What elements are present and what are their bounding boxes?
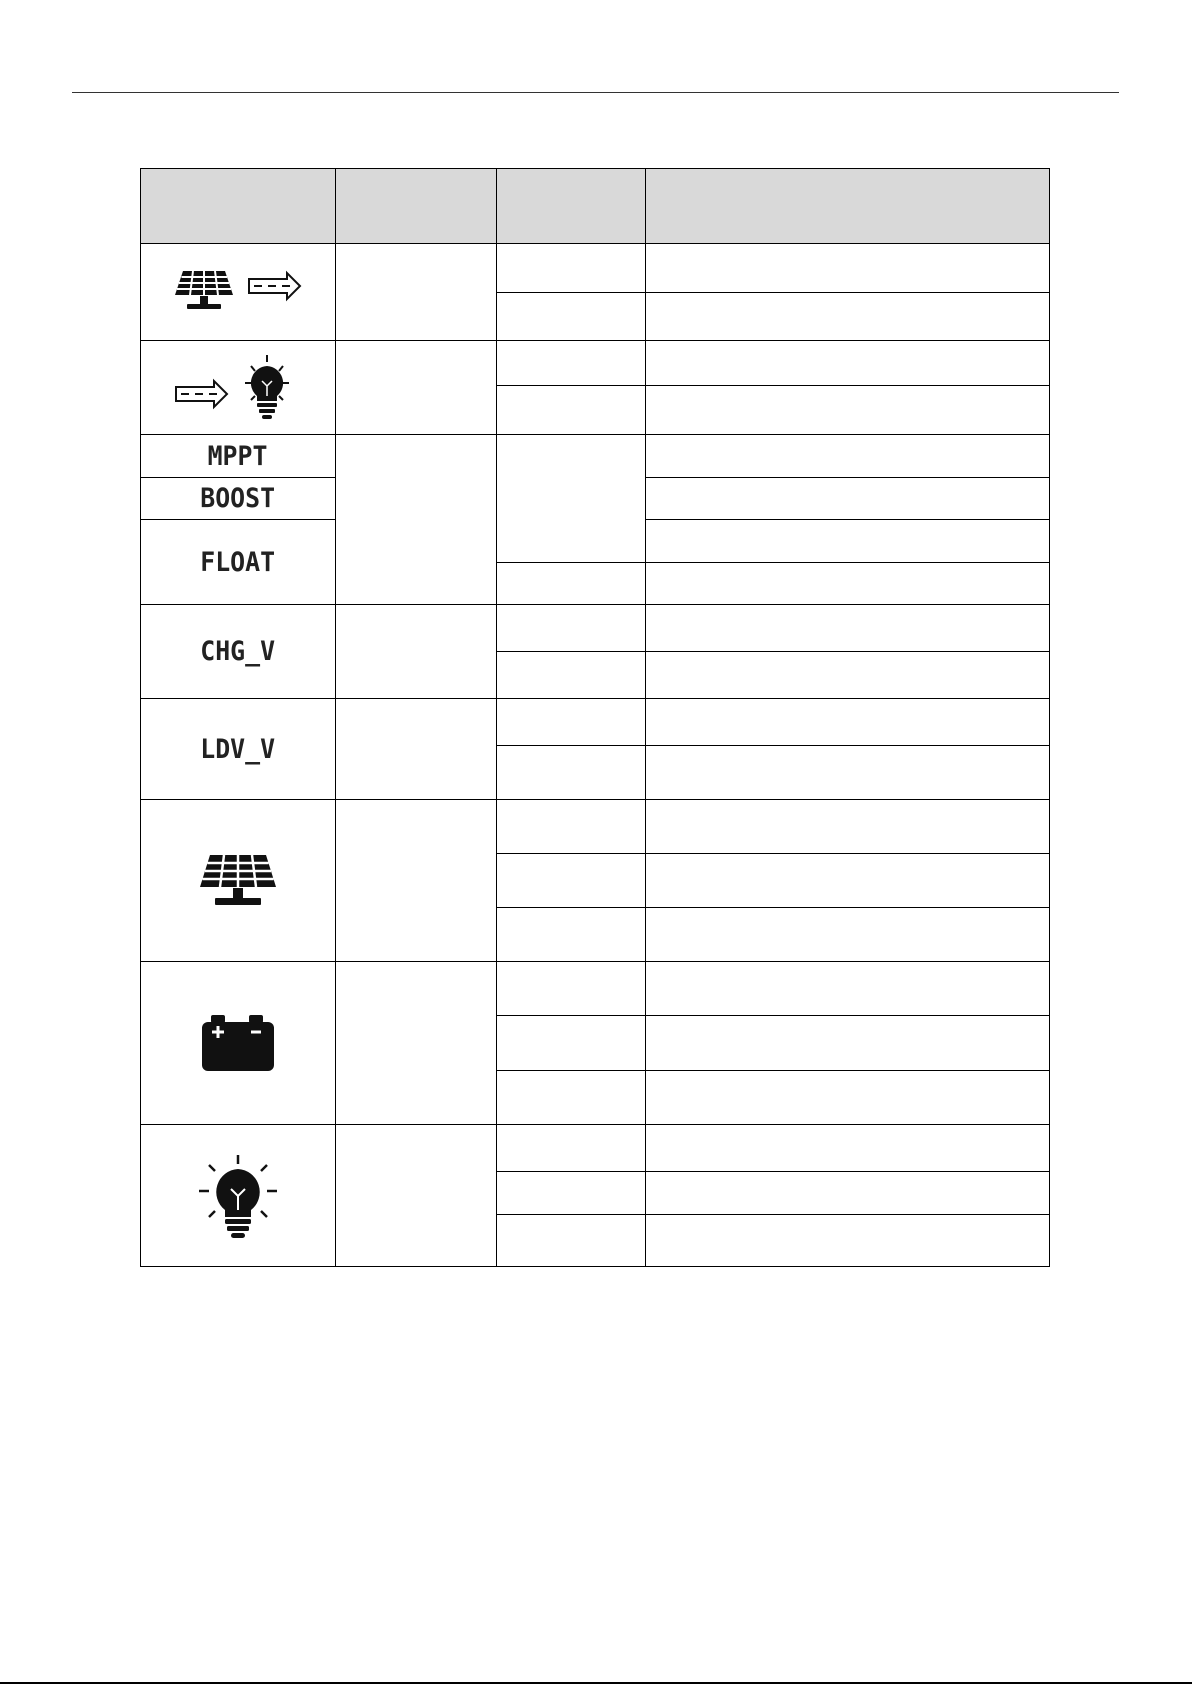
table-cell xyxy=(336,699,497,800)
load-indicator-cell xyxy=(140,1125,336,1267)
table-cell xyxy=(497,293,646,341)
table-cell xyxy=(497,386,646,435)
table-cell xyxy=(336,962,497,1125)
table-cell xyxy=(646,435,1050,478)
table-cell xyxy=(646,962,1050,1016)
table-cell xyxy=(336,341,497,435)
table-cell xyxy=(497,800,646,854)
battery-indicator-cell xyxy=(140,962,336,1125)
page-bottom-rule xyxy=(0,1682,1192,1684)
table-cell xyxy=(646,341,1050,386)
table-cell xyxy=(336,435,497,605)
table-cell xyxy=(646,854,1050,908)
chg-v-label: CHG_V xyxy=(200,636,275,667)
table-cell xyxy=(497,1172,646,1215)
table-cell xyxy=(646,1071,1050,1125)
mppt-label-cell xyxy=(140,435,336,478)
table-cell xyxy=(646,800,1050,854)
table-cell xyxy=(646,908,1050,962)
boost-label-cell xyxy=(140,478,336,520)
table-cell xyxy=(646,1172,1050,1215)
table-header-cell-2 xyxy=(336,168,497,244)
table-cell xyxy=(497,854,646,908)
table-cell xyxy=(336,244,497,341)
ldv-v-label-cell xyxy=(140,699,336,800)
table-cell xyxy=(646,520,1050,563)
table-cell xyxy=(497,699,646,746)
table-cell xyxy=(497,908,646,962)
table-cell xyxy=(497,1125,646,1172)
table-cell xyxy=(497,1071,646,1125)
load-output-indicator-cell xyxy=(140,341,336,435)
table-header-cell-3 xyxy=(497,168,646,244)
table-cell xyxy=(497,244,646,293)
table-cell xyxy=(646,293,1050,341)
table-cell xyxy=(497,1215,646,1267)
table-cell xyxy=(497,435,646,563)
table-cell xyxy=(646,1215,1050,1267)
solar-panel-indicator-cell xyxy=(140,800,336,962)
mppt-label: MPPT xyxy=(207,440,268,472)
table-cell xyxy=(336,800,497,962)
boost-label: BOOST xyxy=(200,483,275,514)
table-cell xyxy=(497,962,646,1016)
float-label: FLOAT xyxy=(200,546,275,578)
table-header-cell-1 xyxy=(140,168,336,244)
ldv-v-label: LDV_V xyxy=(200,733,275,765)
solar-panel-icon xyxy=(198,853,278,909)
table-cell xyxy=(646,605,1050,652)
table-cell xyxy=(646,1016,1050,1071)
table-header-cell-4 xyxy=(646,168,1050,244)
table-cell xyxy=(336,1125,497,1267)
arrow-to-bulb-icon xyxy=(173,353,303,423)
table-cell xyxy=(497,605,646,652)
table-cell xyxy=(497,563,646,605)
table-cell xyxy=(646,386,1050,435)
table-cell xyxy=(646,1125,1050,1172)
table-cell xyxy=(646,244,1050,293)
table-cell xyxy=(646,478,1050,520)
solar-panel-to-arrow-icon xyxy=(173,269,303,315)
table-cell xyxy=(497,341,646,386)
table-cell xyxy=(497,1016,646,1071)
table-cell xyxy=(336,605,497,699)
table-cell xyxy=(646,563,1050,605)
table-cell xyxy=(646,746,1050,800)
status-icon-table xyxy=(140,168,1050,1267)
battery-icon xyxy=(201,1014,275,1072)
table-cell xyxy=(497,746,646,800)
table-cell xyxy=(646,652,1050,699)
float-label-cell xyxy=(140,520,336,605)
chg-v-label-cell xyxy=(140,605,336,699)
light-bulb-icon xyxy=(195,1153,281,1239)
table-cell xyxy=(646,699,1050,746)
page-header-rule xyxy=(72,92,1119,93)
table-cell xyxy=(497,652,646,699)
solar-charging-indicator-cell xyxy=(140,244,336,341)
